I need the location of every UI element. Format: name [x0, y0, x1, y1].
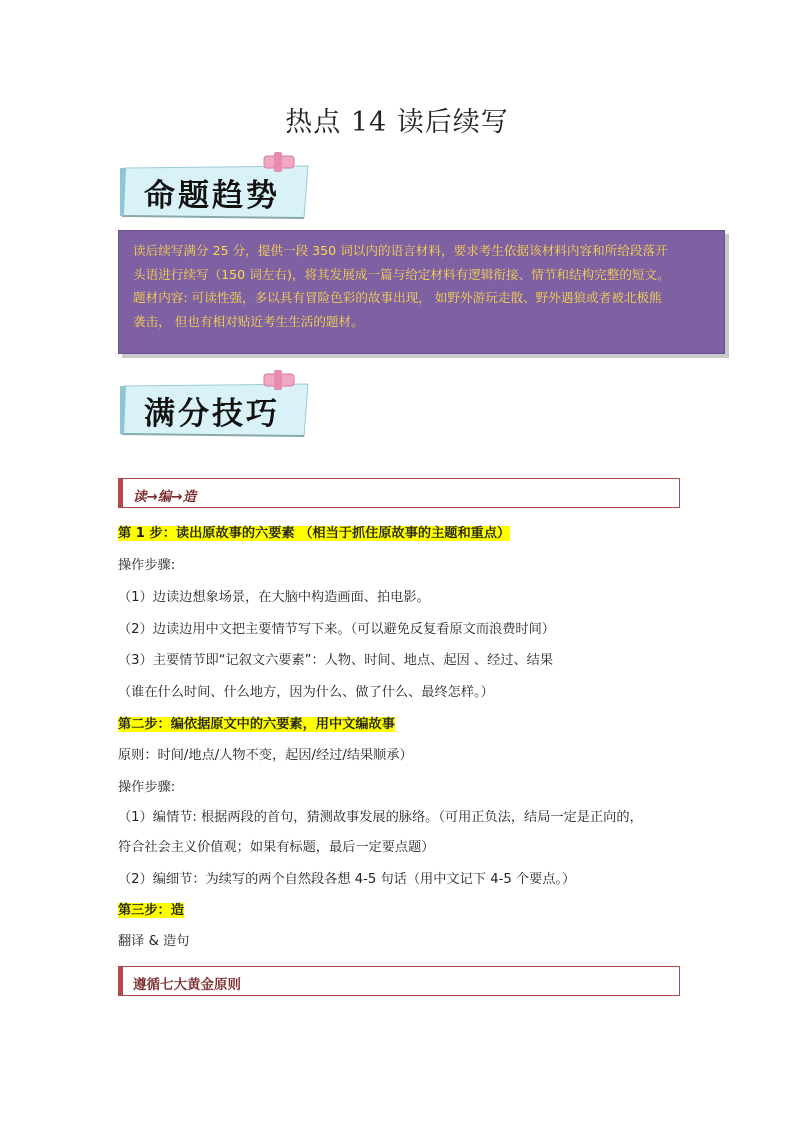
step-1-heading — [118, 522, 510, 541]
intro-line: 题材内容: 可读性强，多以具有冒险色彩的故事出现， 如野外游玩走散、野外遇狼或者被北极熊 — [133, 290, 662, 305]
section-header-read-edit-make — [118, 478, 680, 508]
section-header-label: 读→编→造 — [133, 489, 197, 505]
banner-skills-label: 满分技巧 — [144, 396, 280, 432]
intro-line: 头语进行续写（150 词左右)，将其发展成一篇与给定材料有逻辑衔接、情节和结构完整的短文。 — [133, 266, 670, 282]
intro-line: 读后续写满分 25 分，提供一段 350 词以内的语言材料，要求考生依据该材料内容和所给段落开 — [133, 243, 668, 258]
step-2-heading — [118, 713, 395, 732]
step-1-item-3: （3）主要情节即“记叙文六要素”：人物、时间、地点、起因 、经过、结果 — [118, 653, 554, 668]
intro-line: 袭击， 但也有相对贴近考生生活的题材。 — [133, 313, 364, 329]
step-2-item-1-cont: 符合社会主义价值观；如果有标题，最后一定要点题） — [118, 840, 435, 855]
operation-steps-label: 操作步骤: — [118, 558, 176, 573]
step-2-item-2: （2）编细节：为续写的两个自然段各想 4-5 句话（用中文记下 4-5 个要点。） — [118, 872, 576, 887]
step-3-heading — [118, 899, 184, 918]
section-header-label: 遵循七大黄金原则 — [133, 977, 241, 993]
step-1-item-4: （谁在什么时间、什么地方，因为什么、做了什么、最终怎样。） — [118, 685, 494, 700]
section-header-golden-rules — [118, 966, 680, 996]
step-1-item-2: （2）边读边用中文把主要情节写下来。（可以避免反复看原文而浪费时间） — [118, 622, 555, 637]
banner-skills — [118, 378, 314, 440]
step-1-item-1: （1）边读边想象场景，在大脑中构造画面、拍电影。 — [118, 590, 430, 605]
operation-steps-label: 操作步骤: — [118, 780, 176, 795]
step-1-text: 第 1 步：读出原故事的六要素 （相当于抓住原故事的主题和重点） — [118, 526, 511, 541]
step-2-item-1: （1）编情节: 根据两段的首句，猜测故事发展的脉络。（可用正负法，结局一定是正向的， — [118, 810, 643, 825]
intro-box — [118, 230, 725, 354]
step-3-text: 第三步：造 — [118, 903, 184, 918]
principle-line: 原则：时间/地点/人物不变，起因/经过/结果顺承） — [118, 748, 413, 763]
banner-trend-label: 命题趋势 — [144, 178, 280, 214]
page-title: 热点 14 读后续写 — [285, 107, 509, 138]
banner-trend — [118, 160, 314, 222]
step-3-item: 翻译 & 造句 — [118, 934, 190, 949]
step-2-text: 第二步：编依据原文中的六要素，用中文编故事 — [118, 717, 395, 732]
